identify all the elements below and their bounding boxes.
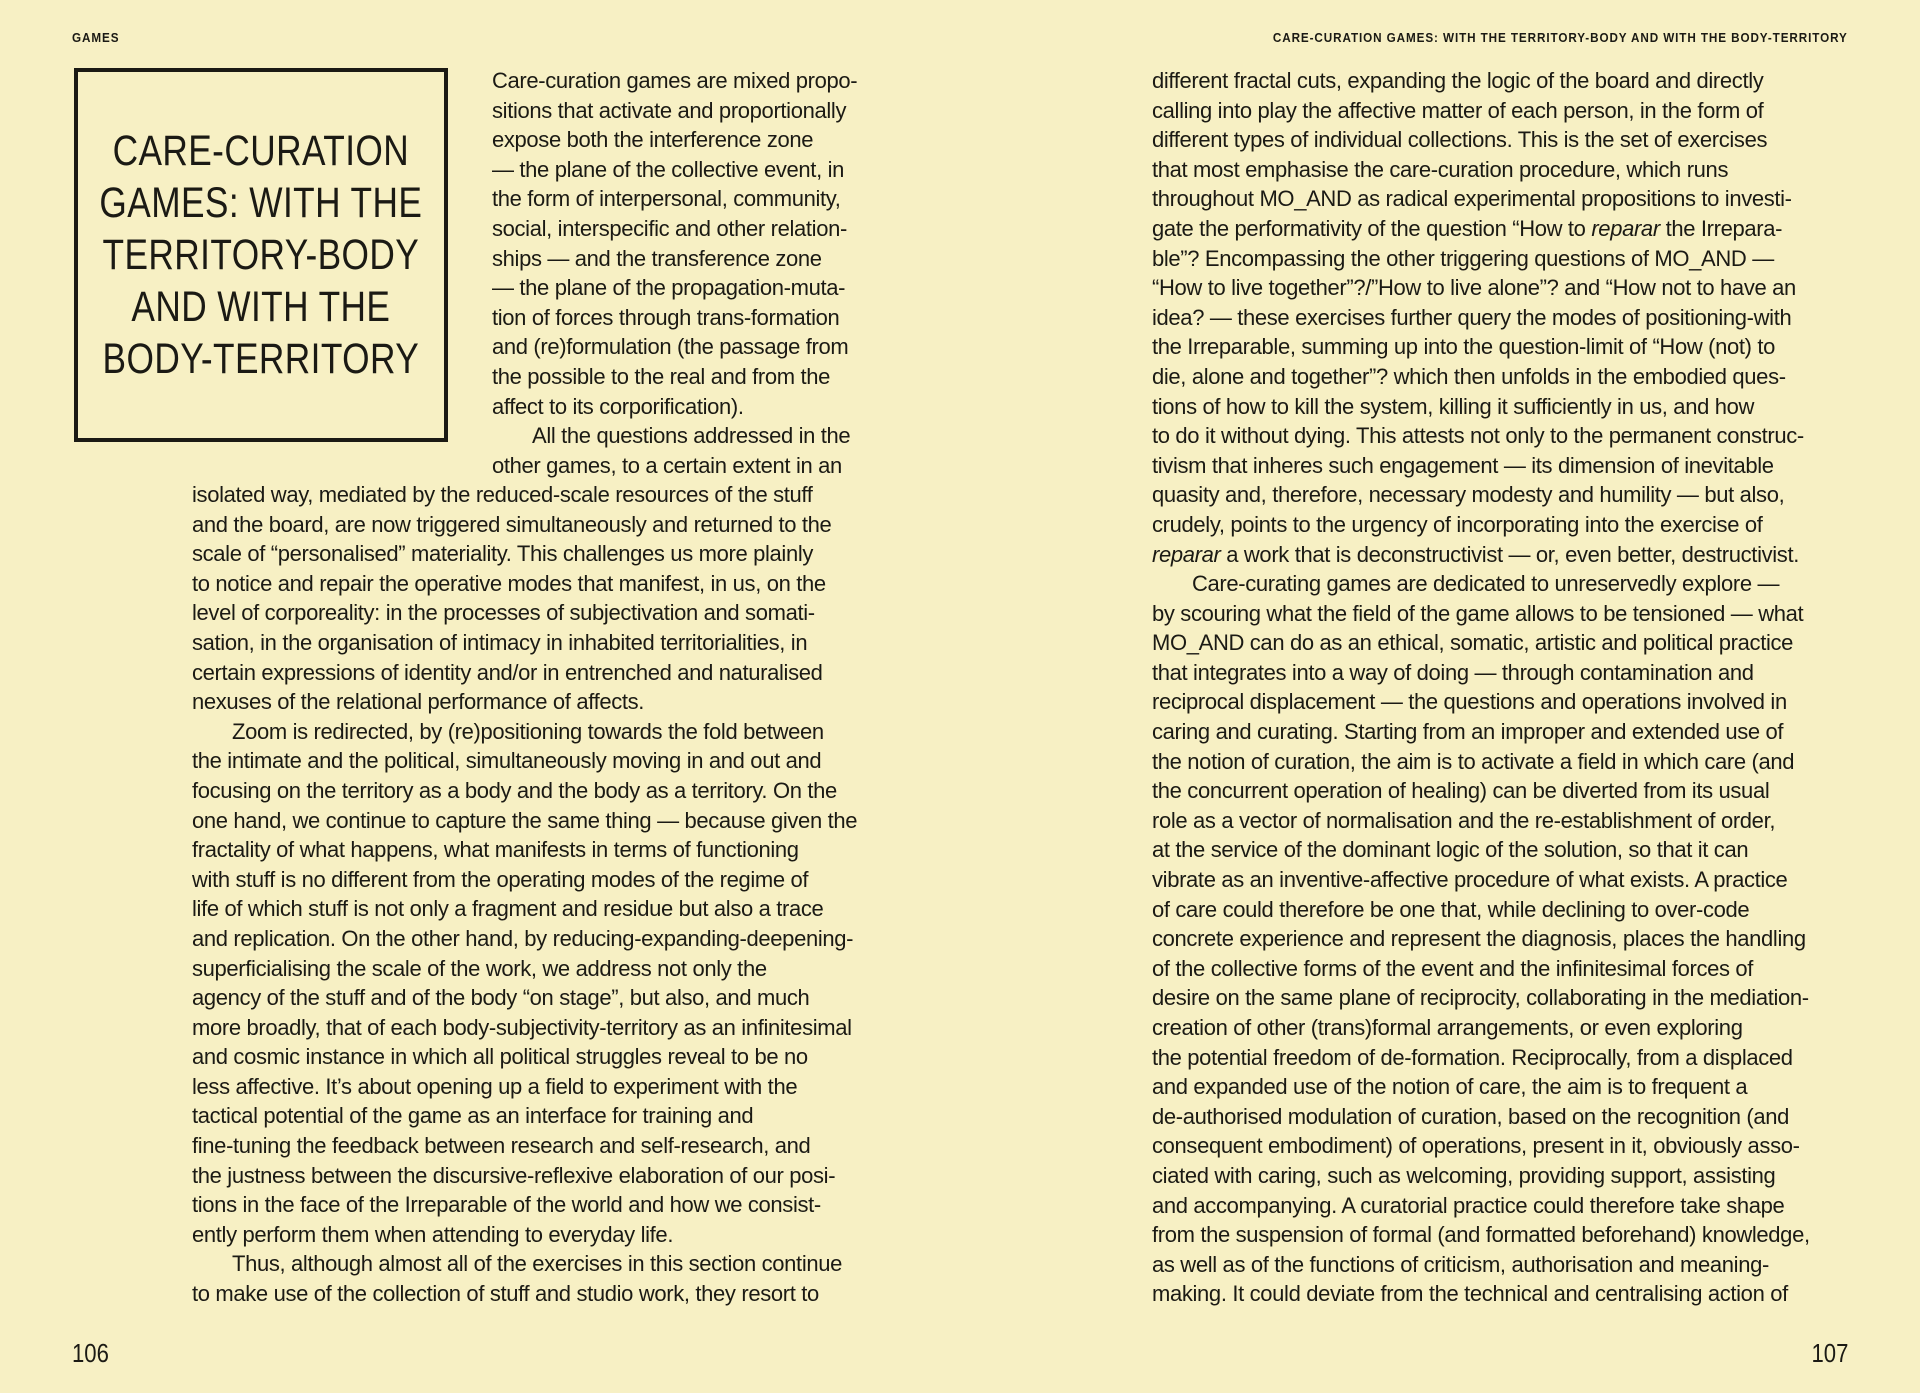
text-line: caring and curating. Starting from an improper and extended use of [1152, 719, 1784, 745]
text-line: with stuff is no different from the operating modes of the regime of [192, 866, 809, 892]
text-line: isolated way, mediated by the reduced-scale resources of the stuff [192, 482, 813, 507]
title-line: GAMES: WITH THE [99, 179, 423, 227]
text-line: making. It could deviate from the technical and centralising action of [1152, 1281, 1788, 1307]
text-fragment: gate the performativity of the question “How to [1152, 215, 1592, 241]
text-line: concrete experience and represent the diagnosis, places the handling [1152, 926, 1806, 952]
text-line: to notice and repair the operative modes that manifest, in us, on the [192, 570, 826, 596]
text-line: tivism that inheres such engagement — its dimension of inevitable [1152, 452, 1774, 478]
text-line: creation of other (trans)formal arrangements, or even exploring [1152, 1015, 1743, 1040]
text-line: MO_AND can do as an ethical, somatic, artistic and political practice [1152, 630, 1794, 656]
title-line: CARE-CURATION [112, 127, 410, 175]
text-line: tions in the face of the Irreparable of the world and how we consist- [192, 1192, 821, 1218]
text-line: crudely, points to the urgency of incorporating into the exercise of [1152, 511, 1763, 537]
text-line: agency of the stuff and of the body “on stage”, but also, and much [192, 985, 810, 1011]
text-line: that integrates into a way of doing — through contamination and [1152, 659, 1754, 685]
text-line: calling into play the affective matter of each person, in the form of [1152, 97, 1764, 123]
text-line: affect to its corporification). [492, 393, 744, 419]
text-line [1152, 214, 1810, 244]
text-line [1152, 540, 1810, 570]
text-line: All the questions addressed in the [532, 423, 851, 449]
text-line: the possible to the real and from the [492, 363, 831, 389]
text-line: different types of individual collections. This is the set of exercises [1152, 127, 1768, 153]
text-line: less affective. It’s about opening up a field to experiment with the [192, 1073, 798, 1099]
text-line: and expanded use of the notion of care, the aim is to frequent a [1152, 1074, 1748, 1100]
title-line: BODY-TERRITORY [102, 335, 420, 383]
text-line: — the plane of the collective event, in [492, 156, 845, 182]
text-line: de-authorised modulation of curation, based on the recognition (and [1152, 1103, 1789, 1129]
text-fragment: a work that is deconstructivist — or, even better, destructivist. [1220, 541, 1799, 567]
text-line: ble”? Encompassing the other triggering questions of MO_AND — [1152, 245, 1774, 271]
text-line: at the service of the dominant logic of the solution, so that it can [1152, 837, 1749, 863]
text-line: and replication. On the other hand, by reducing-expanding-deepening- [192, 925, 854, 951]
text-line: quasity and, therefore, necessary modesty and humility — but also, [1152, 482, 1785, 508]
chapter-title-box [74, 68, 448, 442]
text-line: throughout MO_AND as radical experimental propositions to investi- [1152, 186, 1792, 212]
text-line: different fractal cuts, expanding the logic of the board and directly [1152, 68, 1764, 93]
text-line: desire on the same plane of reciprocity, collaborating in the mediation- [1152, 985, 1809, 1011]
text-line: by scouring what the field of the game allows to be tensioned — what [1152, 600, 1804, 626]
text-line: Zoom is redirected, by (re)positioning towards the fold between [232, 718, 824, 744]
text-line: superficialising the scale of the work, we address not only the [192, 955, 767, 981]
text-line: to make use of the collection of stuff and studio work, they resort to [192, 1281, 819, 1307]
text-line: of care could therefore be one that, while declining to over-code [1152, 896, 1750, 922]
text-line: and (re)formulation (the passage from [492, 334, 849, 360]
text-line: certain expressions of identity and/or in entrenched and naturalised [192, 659, 823, 685]
text-line: the potential freedom of de-formation. Reciprocally, from a displaced [1152, 1044, 1793, 1070]
text-line: focusing on the territory as a body and the body as a territory. On the [192, 777, 837, 803]
text-line: the notion of curation, the aim is to activate a field in which care (and [1152, 748, 1795, 774]
text-line: the intimate and the political, simultaneously moving in and out and [192, 748, 822, 774]
text-line: consequent embodiment) of operations, present in it, obviously asso- [1152, 1133, 1800, 1159]
text-line: expose both the interference zone [492, 127, 814, 153]
text-line: ently perform them when attending to everyday life. [192, 1221, 674, 1247]
text-line: to do it without dying. This attests not only to the permanent construc- [1152, 423, 1804, 449]
text-line: of the collective forms of the event and the infinitesimal forces of [1152, 955, 1754, 981]
text-line: nexuses of the relational performance of affects. [192, 689, 645, 715]
italic-term: reparar [1152, 541, 1221, 567]
text-line: scale of “personalised” materiality. This challenges us more plainly [192, 541, 814, 567]
text-line: fine-tuning the feedback between research and self-research, and [192, 1133, 811, 1159]
page-number-right: 107 [1811, 1338, 1848, 1368]
chapter-title [100, 125, 423, 385]
title-line: TERRITORY-BODY [102, 231, 420, 279]
title-line: AND WITH THE [131, 283, 391, 331]
text-fragment: the Irrepara- [1659, 215, 1783, 241]
text-line: vibrate as an inventive-affective procedure of what exists. A practice [1152, 867, 1788, 893]
text-line: ships — and the transference zone [492, 245, 822, 271]
text-line: and cosmic instance in which all political struggles reveal to be no [192, 1044, 808, 1070]
text-line: the concurrent operation of healing) can be diverted from its usual [1152, 778, 1770, 804]
text-line: reciprocal displacement — the questions and operations involved in [1152, 689, 1787, 715]
text-line: Care-curation games are mixed propo- [492, 68, 858, 93]
text-line: and the board, are now triggered simultaneously and returned to the [192, 511, 832, 537]
running-head-right: CARE-CURATION GAMES: WITH THE TERRITORY-BODY AND WITH THE BODY-TERRITORY [1273, 30, 1848, 45]
text-line: die, alone and together”? which then unfolds in the embodied ques- [1152, 363, 1786, 389]
text-line: fractality of what happens, what manifests in terms of functioning [192, 837, 799, 863]
text-line: the Irreparable, summing up into the question-limit of “How (not) to [1152, 334, 1776, 360]
text-line: social, interspecific and other relation- [492, 215, 847, 241]
text-line: the form of interpersonal, community, [492, 186, 841, 212]
right-page-body-column [1152, 66, 1810, 1309]
page-number-left: 106 [72, 1338, 109, 1368]
running-head-left: GAMES [72, 30, 120, 45]
text-line: sitions that activate and proportionally [492, 97, 847, 123]
text-line: Care-curating games are dedicated to unreservedly explore — [1192, 571, 1780, 597]
text-line: “How to live together”?/”How to live alone”? and “How not to have an [1152, 275, 1796, 301]
text-line: tion of forces through trans-formation [492, 304, 840, 330]
left-page-intro-column [492, 66, 857, 480]
text-line: — the plane of the propagation-muta- [492, 275, 846, 301]
text-line: idea? — these exercises further query the modes of positioning-with [1152, 304, 1792, 330]
text-line: and accompanying. A curatorial practice could therefore take shape [1152, 1192, 1785, 1218]
text-line: level of corporeality: in the processes of subjectivation and somati- [192, 600, 815, 626]
left-page-body-column [192, 480, 857, 1309]
text-line: that most emphasise the care-curation procedure, which runs [1152, 156, 1729, 182]
text-line: as well as of the functions of criticism, authorisation and meaning- [1152, 1251, 1769, 1277]
text-line: from the suspension of formal (and formatted beforehand) knowledge, [1152, 1222, 1810, 1248]
text-line: ciated with caring, such as welcoming, providing support, assisting [1152, 1162, 1776, 1188]
text-line: life of which stuff is not only a fragment and residue but also a trace [192, 896, 824, 922]
text-line: other games, to a certain extent in an [492, 452, 842, 478]
text-line: Thus, although almost all of the exercises in this section continue [232, 1251, 843, 1277]
text-line: more broadly, that of each body-subjectivity-territory as an infinitesimal [192, 1014, 852, 1040]
text-line: the justness between the discursive-reflexive elaboration of our posi- [192, 1162, 836, 1188]
text-line: one hand, we continue to capture the same thing — because given the [192, 807, 858, 833]
text-line: sation, in the organisation of intimacy in inhabited territorialities, in [192, 629, 808, 655]
text-line: tions of how to kill the system, killing it sufficiently in us, and how [1152, 393, 1755, 419]
italic-term: reparar [1591, 215, 1660, 241]
text-line: tactical potential of the game as an interface for training and [192, 1103, 754, 1129]
text-line: role as a vector of normalisation and the re-establishment of order, [1152, 807, 1776, 833]
